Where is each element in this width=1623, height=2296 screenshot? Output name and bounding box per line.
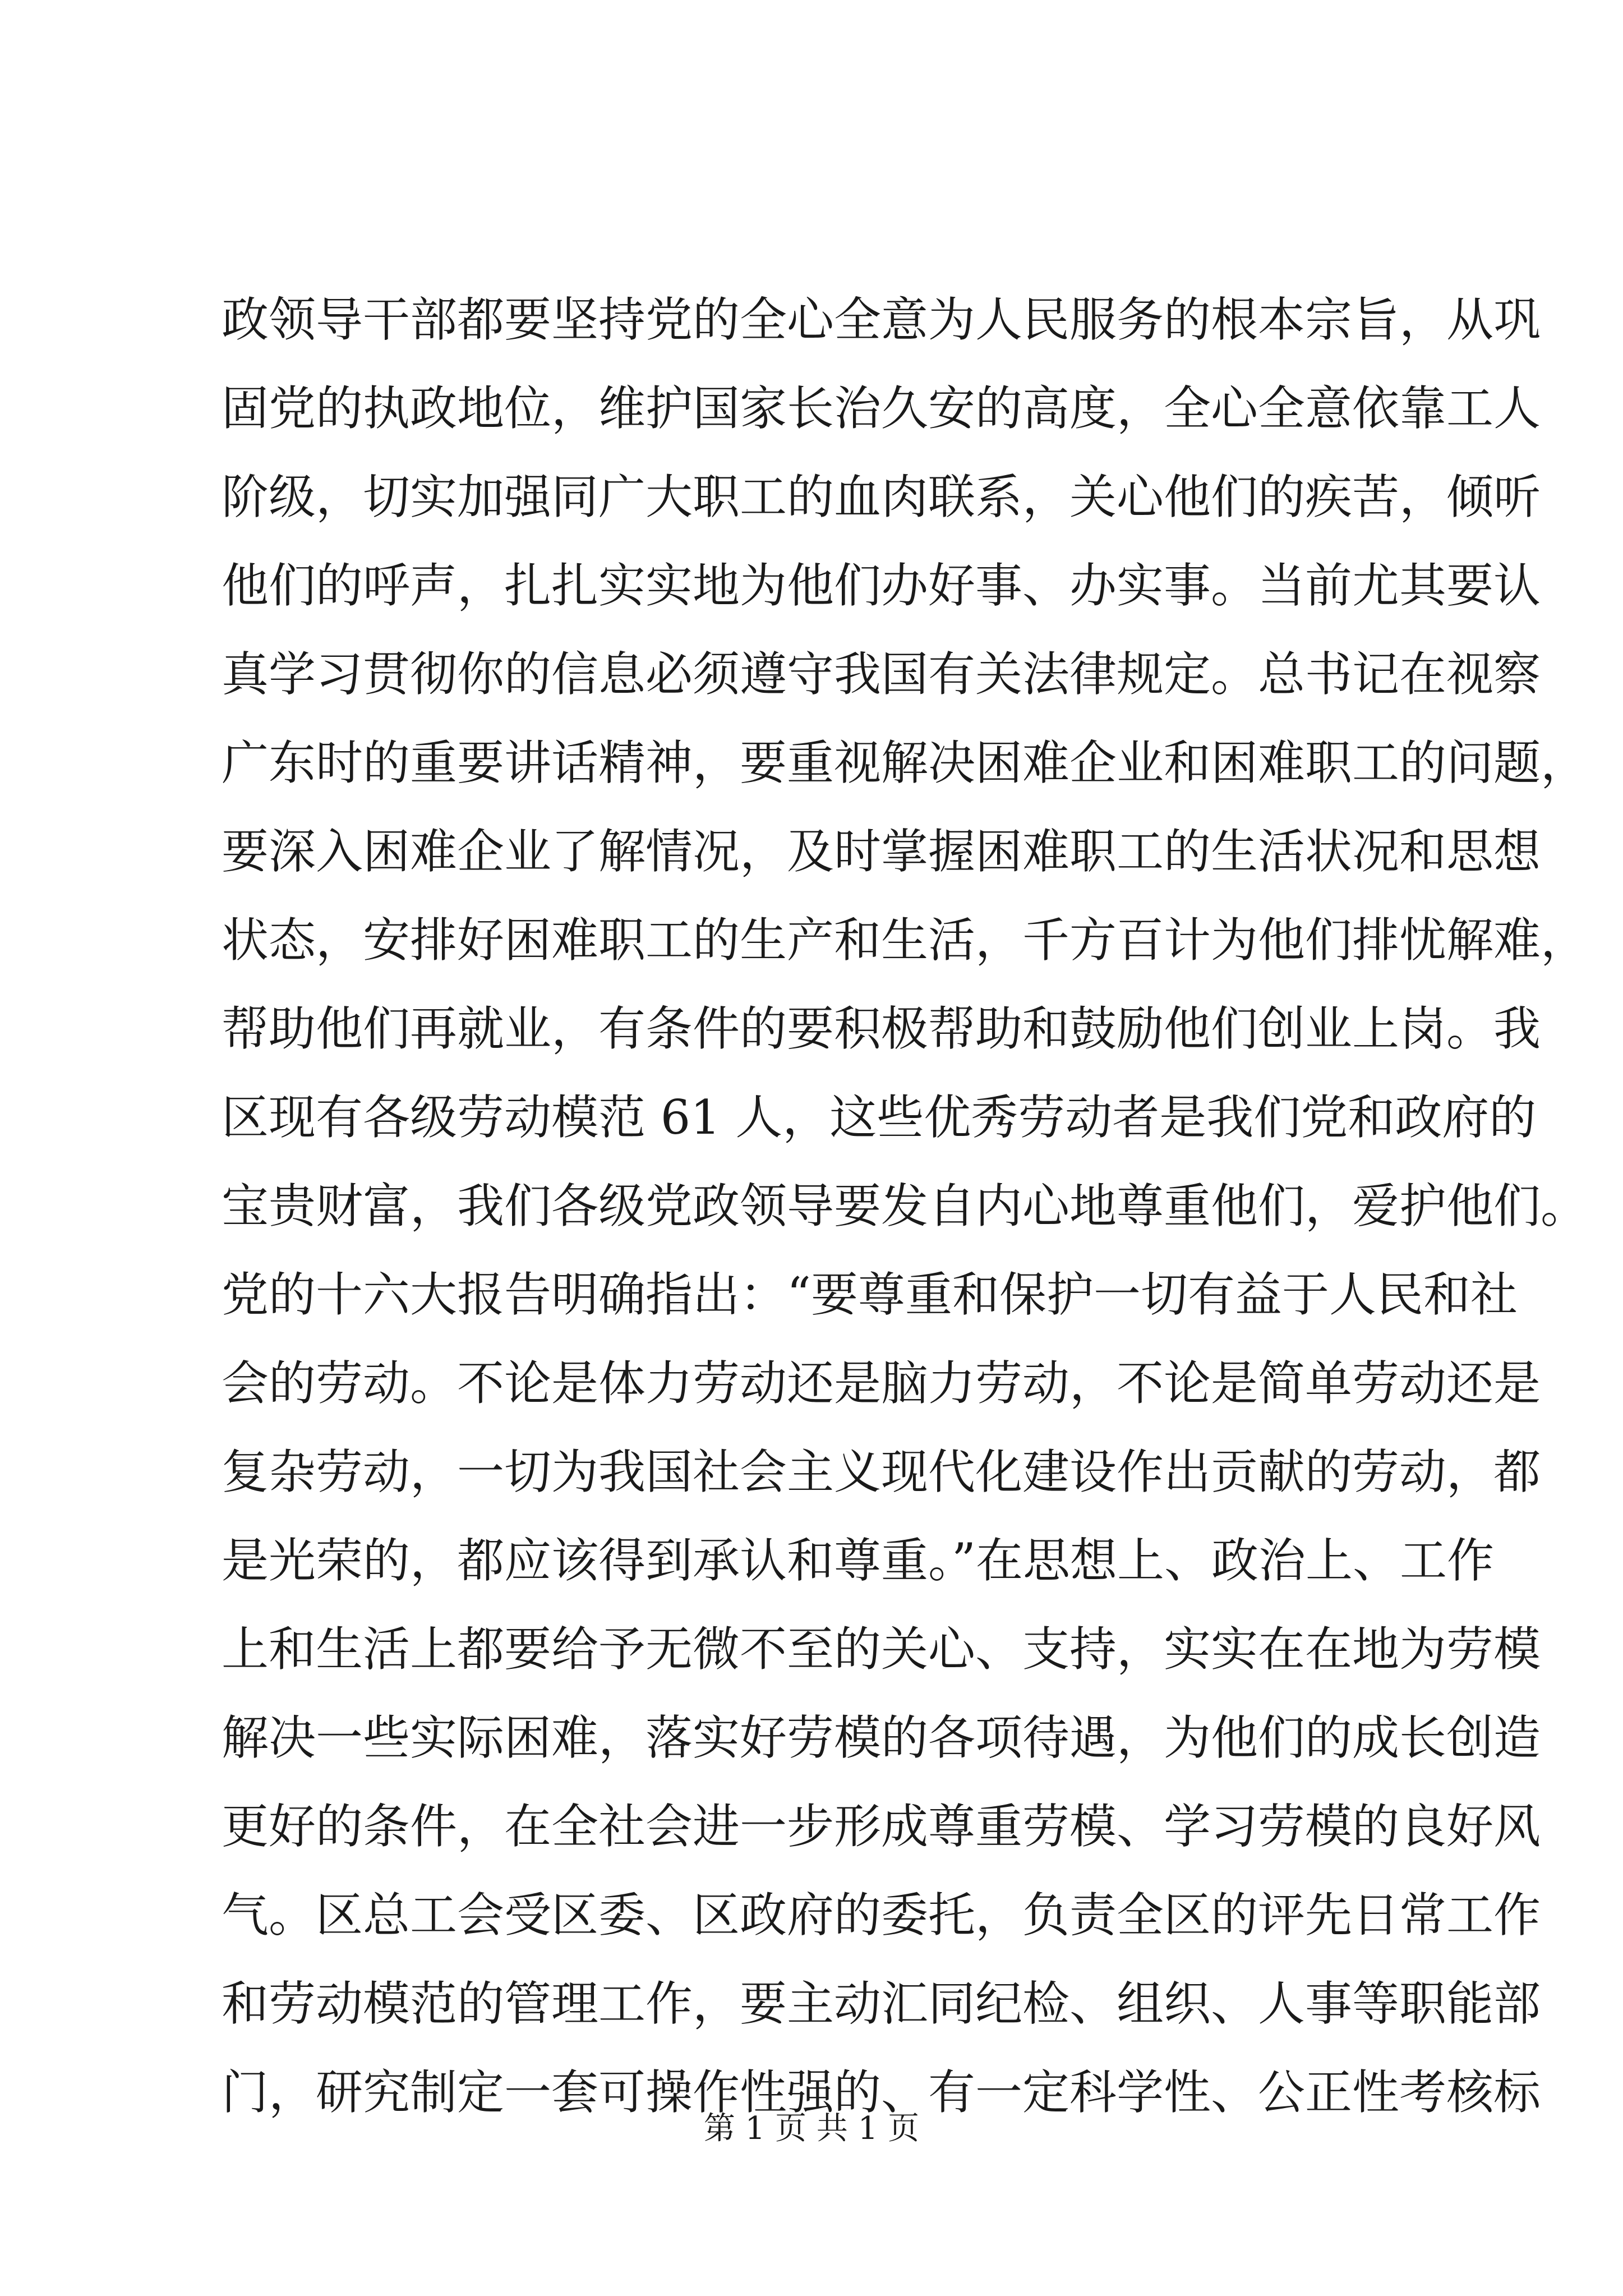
text-line: 上和生活上都要给予无微不至的关心、支持，实实在在地为劳模 bbox=[222, 1622, 1541, 1677]
text-line: 更好的条件，在全社会进一步形成尊重劳模、学习劳模的良好风 bbox=[222, 1799, 1541, 1854]
text-line: 政领导干部都要坚持党的全心全意为人民服务的根本宗旨，从巩 bbox=[222, 292, 1541, 347]
text-line: 广东时的重要讲话精神，要重视解决困难企业和困难职工的问题， bbox=[222, 735, 1588, 790]
text-line: 要深入困难企业了解情况，及时掌握困难职工的生活状况和思想 bbox=[222, 824, 1541, 879]
text-line: 阶级，切实加强同广大职工的血肉联系，关心他们的疾苦，倾听 bbox=[222, 470, 1541, 524]
text-line: 状态，安排好困难职工的生产和生活，千方百计为他们排忧解难， bbox=[222, 913, 1588, 968]
text-line: 宝贵财富，我们各级党政领导要发自内心地尊重他们，爱护他们。 bbox=[222, 1179, 1588, 1234]
text-line: 门，研究制定一套可操作性强的、有一定科学性、公正性考核标 bbox=[222, 2065, 1541, 2120]
text-line: 和劳动模范的管理工作，要主动汇同纪检、组织、人事等职能部 bbox=[222, 1976, 1541, 2031]
text-line: 会的劳动。不论是体力劳动还是脑力劳动，不论是简单劳动还是 bbox=[222, 1356, 1541, 1411]
page-number-footer: 第 1 页 共 1 页 bbox=[703, 2110, 920, 2147]
text-line: 他们的呼声，扎扎实实地为他们办好事、办实事。当前尤其要认 bbox=[222, 558, 1541, 613]
text-line: 区现有各级劳动模范 61 人，这些优秀劳动者是我们党和政府的 bbox=[222, 1090, 1537, 1145]
text-line: 解决一些实际困难，落实好劳模的各项待遇，为他们的成长创造 bbox=[222, 1710, 1541, 1765]
text-line: 复杂劳动，一切为我国社会主义现代化建设作出贡献的劳动，都 bbox=[222, 1444, 1541, 1499]
text-line: 党的十六大报告明确指出：“要尊重和保护一切有益于人民和社 bbox=[222, 1267, 1518, 1322]
text-line: 固党的执政地位，维护国家长治久安的高度，全心全意依靠工人 bbox=[222, 381, 1541, 436]
text-line: 真学习贯彻你的信息必须遵守我国有关法律规定。总书记在视察 bbox=[222, 647, 1541, 702]
body-text bbox=[222, 275, 1588, 2137]
text-line: 帮助他们再就业，有条件的要积极帮助和鼓励他们创业上岗。我 bbox=[222, 1001, 1541, 1056]
text-line: 气。区总工会受区委、区政府的委托，负责全区的评先日常工作 bbox=[222, 1888, 1541, 1943]
text-line: 是光荣的，都应该得到承认和尊重。”在思想上、政治上、工作 bbox=[222, 1533, 1494, 1588]
